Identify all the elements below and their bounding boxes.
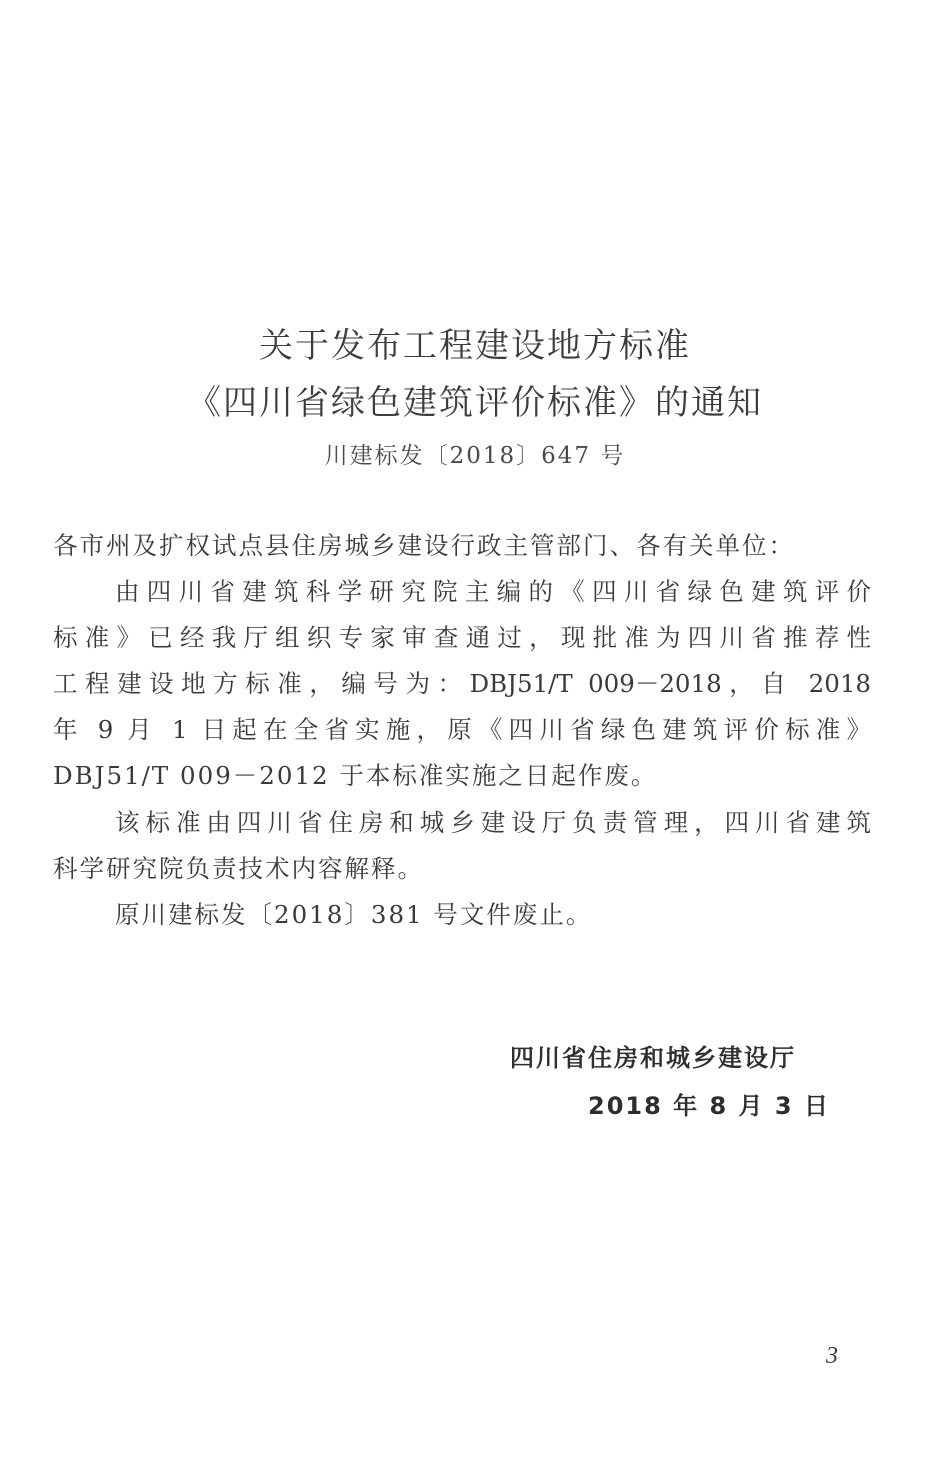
paragraph-2-line: 科学研究院负责技术内容解释。 [53, 854, 424, 883]
paragraph-1-line: 年 9 月 1 日起在全省实施，原《四川省绿色建筑评价标准》 [53, 715, 871, 744]
salutation: 各市州及扩权试点县住房城乡建设行政主管部门、各有关单位： [53, 531, 795, 560]
paragraph-2-line: 该标准由四川省住房和城乡建设厅负责管理，四川省建筑 [115, 808, 871, 837]
paragraph-3: 原川建标发〔2018〕381 号文件废止。 [115, 900, 593, 929]
notice-title-line-2: 《四川省绿色建筑评价标准》的通知 [187, 383, 763, 423]
paragraph-1-line: 由四川省建筑科学研究院主编的《四川省绿色建筑评价 [115, 577, 871, 606]
paragraph-1-line: DBJ51/T 009－2012 于本标准实施之日起作废。 [53, 761, 658, 790]
notice-title-line-1: 关于发布工程建设地方标准 [259, 326, 691, 366]
document-number: 川建标发〔2018〕647 号 [324, 443, 626, 469]
signature-organization: 四川省住房和城乡建设厅 [510, 1044, 796, 1072]
page-number: 3 [826, 1343, 838, 1369]
paragraph-1-line: 标准》已经我厅组织专家审查通过，现批准为四川省推荐性 [53, 623, 871, 652]
paragraph-1-line: 工程建设地方标准，编号为：DBJ51/T 009－2018，自 2018 [53, 669, 871, 698]
signature-date: 2018 年 8 月 3 日 [588, 1092, 830, 1120]
